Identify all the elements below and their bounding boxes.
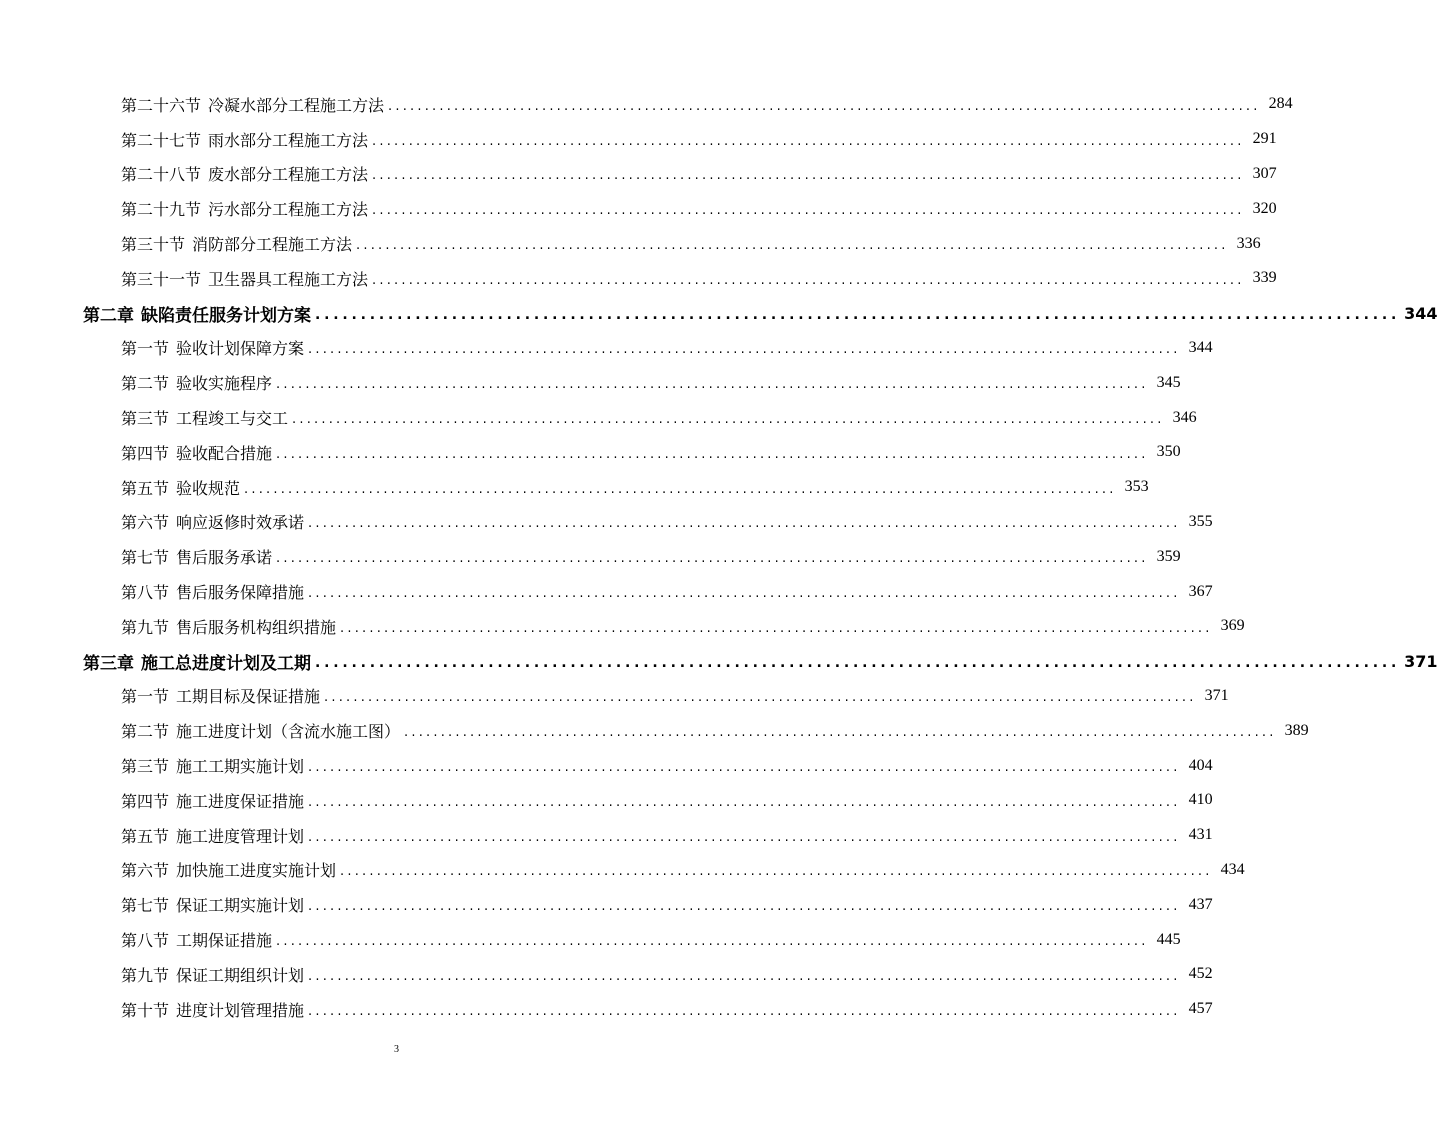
toc-entry-page: 359: [1156, 547, 1181, 565]
toc-dot-leader: .......................................................................................................................: [308, 1003, 1181, 1019]
toc-entry-page: 437: [1188, 895, 1213, 913]
toc-entry-title: 验收规范: [176, 478, 241, 498]
toc-entry-number: 第一节: [121, 687, 170, 707]
toc-entry-page: 346: [1172, 408, 1197, 426]
toc-entry-label: [121, 615, 336, 638]
toc-dot-leader: .......................................................................................................................: [276, 551, 1149, 567]
toc-entry-title: 工期保证措施: [176, 931, 273, 951]
toc-section-row[interactable]: [0, 400, 1197, 435]
toc-dot-leader: .......................................................................................................................: [276, 934, 1149, 950]
toc-entry-title: 验收实施程序: [176, 374, 273, 394]
toc-entry-label: [121, 510, 304, 533]
toc-entry-title: 施工工期实施计划: [176, 757, 305, 777]
toc-section-row[interactable]: [0, 365, 1181, 400]
toc-entry-label: [121, 93, 384, 116]
toc-entry-page: 457: [1188, 1000, 1213, 1018]
toc-entry-title: 污水部分工程施工方法: [208, 200, 369, 220]
toc-entry-page: 350: [1156, 443, 1181, 461]
toc-entry-label: [121, 719, 400, 742]
toc-entry-number: 第三节: [121, 409, 170, 429]
toc-entry-page: 345: [1156, 373, 1181, 391]
toc-entry-number: 第五节: [121, 478, 170, 498]
toc-entry-page: 369: [1220, 617, 1245, 635]
toc-section-row[interactable]: [0, 679, 1229, 714]
toc-entry-title: 施工进度保证措施: [176, 791, 305, 811]
toc-entry-label: [121, 336, 304, 359]
toc-entry-page: 336: [1236, 234, 1261, 252]
toc-entry-page: 431: [1188, 826, 1213, 844]
toc-entry-title: 冷凝水部分工程施工方法: [208, 95, 385, 115]
toc-section-row[interactable]: [0, 957, 1213, 992]
toc-entry-number: 第六节: [121, 513, 170, 533]
toc-entry-number: 第二章: [83, 305, 134, 326]
toc-entry-title: 响应返修时效承诺: [176, 513, 305, 533]
toc-entry-label: [121, 928, 272, 951]
toc-dot-leader: .......................................................................................................................: [308, 829, 1181, 845]
toc-entry-title: 加快施工进度实施计划: [176, 861, 337, 881]
toc-dot-leader: .......................................................................................................................: [308, 516, 1181, 532]
toc-section-row[interactable]: [0, 574, 1213, 609]
toc-entry-title: 废水部分工程施工方法: [208, 165, 369, 185]
toc-entry-label: [121, 162, 368, 185]
page-number: 3: [394, 1044, 399, 1055]
toc-entry-page: 339: [1252, 269, 1277, 287]
toc-dot-leader: .......................................................................................................................: [308, 794, 1181, 810]
toc-section-row[interactable]: [0, 992, 1213, 1027]
toc-entry-page: 367: [1188, 582, 1213, 600]
toc-entry-label: [121, 998, 304, 1021]
toc-dot-leader: .......................................................................................................................: [308, 342, 1181, 358]
toc-dot-leader: .......................................................................................................................: [244, 481, 1117, 497]
toc-dot-leader: .......................................................................................................................: [308, 899, 1181, 915]
toc-entry-label: [121, 371, 272, 394]
toc-entry-label: [121, 754, 304, 777]
table-of-contents: [0, 87, 1438, 1027]
toc-section-row[interactable]: [0, 748, 1213, 783]
toc-entry-number: 第二十六节: [121, 95, 202, 115]
toc-dot-leader: .......................................................................................................................: [308, 586, 1181, 602]
toc-entry-label: [121, 789, 304, 812]
toc-entry-page: 320: [1252, 199, 1277, 217]
toc-entry-number: 第九节: [121, 965, 170, 985]
toc-entry-number: 第二节: [121, 374, 170, 394]
toc-entry-label: [121, 128, 368, 151]
toc-section-row[interactable]: [0, 539, 1181, 574]
toc-entry-title: 工程竣工与交工: [176, 409, 289, 429]
toc-entry-label: [121, 476, 240, 499]
toc-dot-leader: .......................................................................................................................: [276, 377, 1149, 393]
toc-section-row[interactable]: [0, 226, 1261, 261]
toc-dot-leader: .......................................................................................................................: [372, 272, 1245, 288]
toc-section-row[interactable]: [0, 853, 1245, 888]
toc-entry-number: 第二十九节: [121, 200, 202, 220]
toc-section-row[interactable]: [0, 609, 1245, 644]
toc-entry-number: 第二节: [121, 722, 170, 742]
toc-dot-leader: .......................................................................................................................: [315, 655, 1401, 672]
toc-section-row[interactable]: [0, 505, 1213, 540]
toc-entry-title: 售后服务机构组织措施: [176, 617, 337, 637]
toc-entry-page: 291: [1252, 130, 1277, 148]
toc-entry-number: 第八节: [121, 583, 170, 603]
toc-entry-title: 工期目标及保证措施: [176, 687, 321, 707]
toc-entry-title: 卫生器具工程施工方法: [208, 269, 369, 289]
toc-section-row[interactable]: [0, 122, 1277, 157]
toc-section-row[interactable]: [0, 331, 1213, 366]
toc-dot-leader: .......................................................................................................................: [404, 725, 1277, 741]
toc-entry-page: 434: [1220, 860, 1245, 878]
toc-entry-label: [121, 893, 304, 916]
toc-dot-leader: .......................................................................................................................: [340, 620, 1213, 636]
toc-entry-number: 第五节: [121, 826, 170, 846]
toc-entry-label: [121, 858, 336, 881]
toc-section-row[interactable]: [0, 818, 1213, 853]
toc-dot-leader: .......................................................................................................................: [276, 446, 1149, 462]
toc-dot-leader: .......................................................................................................................: [292, 412, 1165, 428]
toc-entry-number: 第三十节: [121, 235, 186, 255]
toc-entry-number: 第二十七节: [121, 130, 202, 150]
toc-section-row[interactable]: [0, 922, 1181, 957]
toc-section-row[interactable]: [0, 713, 1309, 748]
toc-dot-leader: .......................................................................................................................: [315, 307, 1401, 324]
toc-entry-label: [121, 441, 272, 464]
toc-entry-number: 第四节: [121, 791, 170, 811]
toc-entry-label: [121, 232, 352, 255]
toc-entry-label: [121, 824, 304, 847]
toc-dot-leader: .......................................................................................................................: [372, 168, 1245, 184]
toc-entry-number: 第十节: [121, 1000, 170, 1020]
toc-entry-page: 355: [1188, 512, 1213, 530]
toc-entry-label: [83, 301, 311, 326]
toc-entry-page: 371: [1204, 686, 1229, 704]
toc-dot-leader: .......................................................................................................................: [388, 98, 1261, 114]
toc-entry-title: 保证工期组织计划: [176, 965, 305, 985]
toc-entry-number: 第六节: [121, 861, 170, 881]
toc-section-row[interactable]: [0, 887, 1213, 922]
toc-entry-title: 施工总进度计划及工期: [141, 653, 311, 674]
toc-entry-page: 284: [1268, 95, 1293, 113]
toc-entry-title: 缺陷责任服务计划方案: [141, 305, 311, 326]
toc-chapter-row[interactable]: [0, 644, 1438, 679]
toc-entry-number: 第九节: [121, 617, 170, 637]
toc-section-row[interactable]: [0, 157, 1277, 192]
toc-chapter-row[interactable]: [0, 296, 1438, 331]
toc-entry-page: 410: [1188, 791, 1213, 809]
toc-entry-title: 售后服务承诺: [176, 548, 273, 568]
toc-entry-title: 验收计划保障方案: [176, 339, 305, 359]
toc-dot-leader: .......................................................................................................................: [356, 238, 1229, 254]
toc-dot-leader: .......................................................................................................................: [372, 133, 1245, 149]
toc-section-row[interactable]: [0, 470, 1149, 505]
toc-entry-page: 344: [1404, 303, 1438, 323]
toc-entry-page: 307: [1252, 164, 1277, 182]
toc-entry-title: 售后服务保障措施: [176, 583, 305, 603]
toc-entry-number: 第四节: [121, 443, 170, 463]
toc-entry-page: 344: [1188, 338, 1213, 356]
toc-entry-number: 第三章: [83, 653, 134, 674]
toc-section-row[interactable]: [0, 261, 1277, 296]
toc-entry-title: 验收配合措施: [176, 443, 273, 463]
toc-section-row[interactable]: [0, 87, 1293, 122]
toc-entry-label: [121, 545, 272, 568]
toc-entry-page: 389: [1284, 721, 1309, 739]
toc-entry-number: 第七节: [121, 548, 170, 568]
toc-section-row[interactable]: [0, 435, 1181, 470]
toc-section-row[interactable]: [0, 783, 1213, 818]
toc-entry-page: 371: [1404, 651, 1438, 671]
toc-entry-label: [121, 963, 304, 986]
toc-dot-leader: .......................................................................................................................: [340, 864, 1213, 880]
toc-entry-label: [121, 580, 304, 603]
toc-entry-page: 353: [1124, 478, 1149, 496]
toc-entry-title: 保证工期实施计划: [176, 896, 305, 916]
toc-dot-leader: .......................................................................................................................: [308, 968, 1181, 984]
toc-entry-number: 第一节: [121, 339, 170, 359]
toc-entry-title: 进度计划管理措施: [176, 1000, 305, 1020]
toc-entry-title: 施工进度管理计划: [176, 826, 305, 846]
toc-entry-number: 第三十一节: [121, 269, 202, 289]
toc-entry-number: 第二十八节: [121, 165, 202, 185]
toc-entry-number: 第八节: [121, 931, 170, 951]
toc-entry-number: 第七节: [121, 896, 170, 916]
toc-entry-title: 施工进度计划（含流水施工图）: [176, 722, 401, 742]
toc-dot-leader: .......................................................................................................................: [372, 203, 1245, 219]
toc-entry-page: 452: [1188, 965, 1213, 983]
toc-dot-leader: .......................................................................................................................: [308, 760, 1181, 776]
toc-entry-page: 445: [1156, 930, 1181, 948]
toc-entry-title: 雨水部分工程施工方法: [208, 130, 369, 150]
toc-entry-number: 第三节: [121, 757, 170, 777]
toc-section-row[interactable]: [0, 191, 1277, 226]
toc-entry-page: 404: [1188, 756, 1213, 774]
toc-entry-label: [121, 197, 368, 220]
toc-entry-label: [83, 649, 311, 674]
toc-entry-label: [121, 267, 368, 290]
toc-entry-label: [121, 684, 320, 707]
toc-entry-label: [121, 406, 288, 429]
toc-dot-leader: .......................................................................................................................: [324, 690, 1197, 706]
toc-entry-title: 消防部分工程施工方法: [192, 235, 353, 255]
